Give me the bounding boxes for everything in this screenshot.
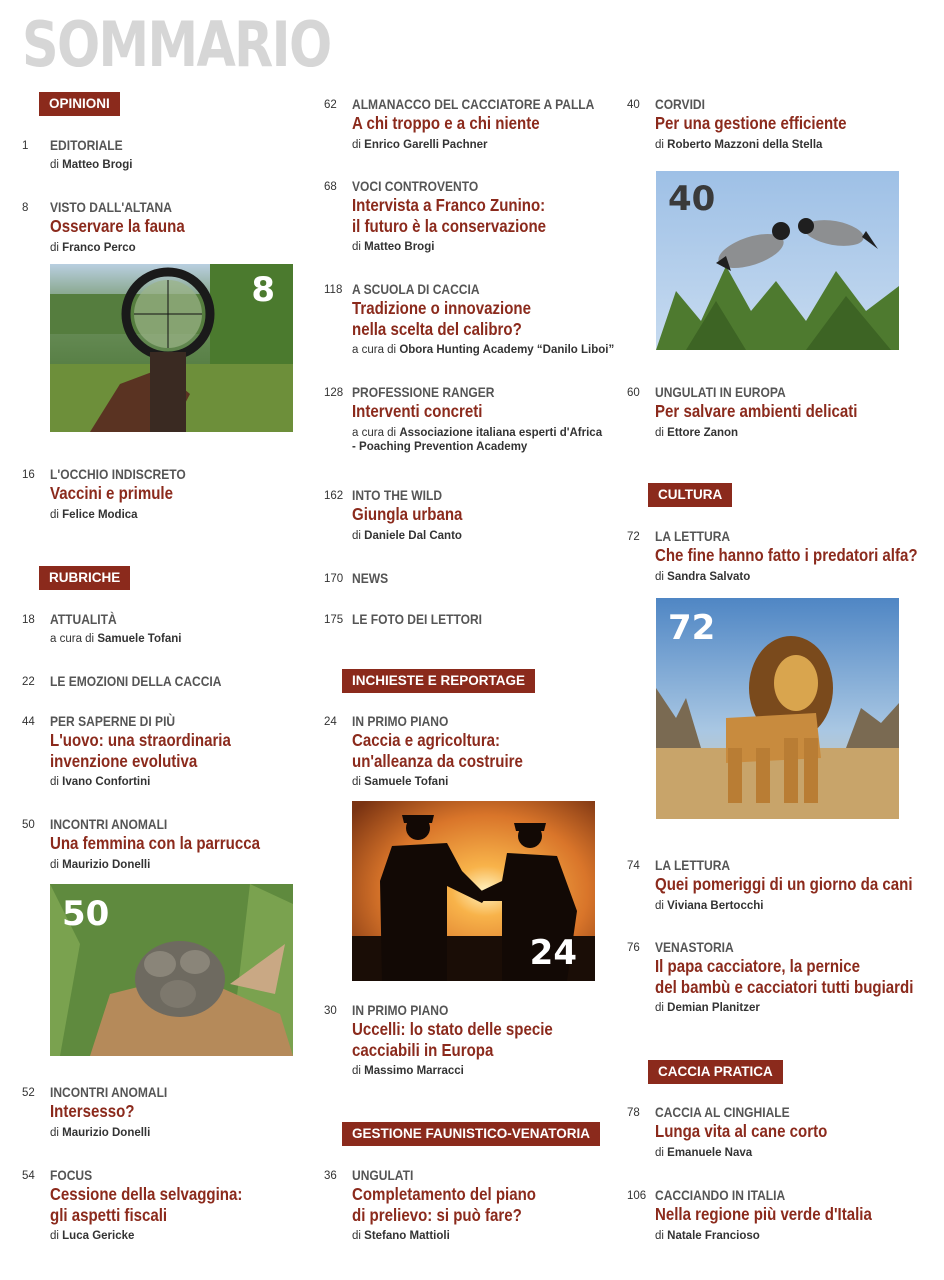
article-16[interactable] — [22, 466, 310, 522]
byline: di Samuele Tofani — [352, 776, 449, 788]
headline: Intervista a Franco Zunino: — [352, 195, 546, 215]
page-number: 30 — [324, 1005, 337, 1017]
headline: gli aspetti fiscali — [50, 1204, 168, 1225]
page-number: 74 — [627, 860, 640, 872]
article-36[interactable] — [324, 1167, 612, 1243]
byline: di Enrico Garelli Pachner — [352, 138, 488, 151]
article-78[interactable] — [627, 1104, 915, 1160]
page-number: 170 — [324, 573, 344, 585]
section-rubriche: RUBRICHE — [39, 566, 130, 590]
page-number: 50 — [22, 819, 35, 831]
article-22[interactable] — [22, 673, 310, 690]
article-52[interactable] — [22, 1084, 310, 1140]
page-number: 22 — [22, 676, 35, 688]
kicker: NEWS — [352, 570, 389, 586]
kicker: VENASTORIA — [655, 939, 734, 955]
byline: di Viviana Bertocchi — [655, 899, 764, 912]
byline: di Maurizio Donelli — [50, 858, 151, 871]
byline: di Stefano Mattioli — [352, 1230, 450, 1242]
byline: di Luca Gericke — [50, 1230, 135, 1242]
page-number: 1 — [22, 140, 29, 152]
page-number: 16 — [22, 469, 35, 481]
image-page-label: 72 — [668, 608, 716, 648]
kicker: CORVIDI — [655, 96, 705, 112]
article-68[interactable] — [324, 178, 612, 254]
page-number: 62 — [324, 99, 337, 111]
article-62[interactable] — [324, 96, 612, 152]
section-gestione: GESTIONE FAUNISTICO-VENATORIA — [342, 1122, 600, 1146]
kicker: PROFESSIONE RANGER — [352, 384, 495, 400]
byline: di Ivano Confortini — [50, 776, 151, 788]
headline: Cessione della selvaggina: — [50, 1184, 243, 1204]
page-number: 60 — [627, 387, 640, 399]
page-number: 78 — [627, 1107, 640, 1119]
kicker: CACCIANDO IN ITALIA — [655, 1187, 786, 1203]
byline: di Ettore Zanon — [655, 426, 739, 439]
byline: di Maurizio Donelli — [50, 1126, 151, 1139]
headline: Per una gestione efficiente — [655, 113, 847, 133]
photo-crows[interactable] — [656, 171, 899, 350]
headline: Giungla urbana — [352, 504, 463, 524]
photo-rifle-scope[interactable] — [50, 264, 293, 432]
headline: Intersesso? — [50, 1101, 135, 1121]
byline: di Natale Francioso — [655, 1229, 760, 1242]
article-50[interactable] — [22, 816, 310, 872]
page-number: 40 — [627, 99, 640, 111]
kicker: A SCUOLA DI CACCIA — [352, 281, 480, 297]
page-number: 18 — [22, 614, 35, 626]
kicker: IN PRIMO PIANO — [352, 1002, 449, 1018]
page-number: 118 — [324, 284, 343, 296]
headline: Nella regione più verde d'Italia — [655, 1204, 872, 1224]
headline: del bambù e cacciatori tutti bugiardi — [655, 976, 914, 997]
page-number: 72 — [627, 531, 640, 543]
article-30[interactable] — [324, 1002, 612, 1078]
article-24[interactable] — [324, 713, 612, 789]
kicker: CACCIA AL CINGHIALE — [655, 1104, 790, 1120]
kicker: FOCUS — [50, 1167, 93, 1183]
article-1[interactable] — [22, 137, 310, 172]
page-number: 128 — [324, 387, 344, 399]
section-inchieste: INCHIESTE E REPORTAGE — [342, 669, 535, 693]
section-opinioni: OPINIONI — [39, 92, 120, 116]
photo-roe-deer[interactable] — [50, 884, 293, 1056]
byline: di Matteo Brogi — [352, 241, 435, 253]
page-number: 76 — [627, 942, 640, 954]
image-page-label: 24 — [529, 933, 577, 973]
byline: di Demian Planitzer — [655, 1002, 760, 1014]
page-number: 44 — [22, 716, 35, 728]
page-number: 68 — [324, 181, 337, 193]
article-170[interactable] — [324, 570, 612, 587]
byline: a cura di Obora Hunting Academy “Danilo Liboi” — [352, 344, 615, 356]
headline: nella scelta del calibro? — [352, 318, 522, 339]
kicker: ATTUALITÀ — [50, 611, 117, 627]
byline: di Emanuele Nava — [655, 1146, 753, 1159]
article-18[interactable] — [22, 611, 310, 646]
article-60[interactable] — [627, 384, 915, 440]
kicker: IN PRIMO PIANO — [352, 713, 449, 729]
article-74[interactable] — [627, 857, 915, 913]
page-number: 162 — [324, 490, 344, 502]
page-number: 8 — [22, 202, 29, 214]
kicker: LE EMOZIONI DELLA CACCIA — [50, 673, 222, 689]
headline: L'uovo: una straordinaria — [50, 730, 231, 750]
kicker: UNGULATI — [352, 1167, 414, 1183]
kicker: UNGULATI IN EUROPA — [655, 384, 786, 400]
image-page-label: 8 — [251, 270, 275, 310]
kicker: VOCI CONTROVENTO — [352, 178, 479, 194]
kicker: L'OCCHIO INDISCRETO — [50, 466, 186, 482]
kicker: LA LETTURA — [655, 857, 731, 873]
headline: Quei pomeriggi di un giorno da cani — [655, 874, 913, 894]
article-118[interactable] — [324, 281, 622, 357]
headline: Interventi concreti — [352, 401, 483, 421]
headline: cacciabili in Europa — [352, 1039, 494, 1060]
article-76[interactable] — [627, 939, 915, 1015]
headline: Tradizione o innovazione — [352, 298, 531, 318]
byline: a cura di Associazione italiana esperti d'Africa — [352, 426, 603, 439]
article-8[interactable] — [22, 199, 310, 255]
kicker: PER SAPERNE DI PIÙ — [50, 713, 176, 729]
headline: di prelievo: si può fare? — [352, 1204, 522, 1225]
headline: Uccelli: lo stato delle specie — [352, 1019, 553, 1039]
headline: Caccia e agricoltura: — [352, 730, 501, 750]
headline: Che fine hanno fatto i predatori alfa? — [655, 545, 918, 565]
byline: di Felice Modica — [50, 508, 138, 521]
article-44[interactable] — [22, 713, 310, 789]
section-caccia-pratica: CACCIA PRATICA — [648, 1060, 783, 1084]
headline: invenzione evolutiva — [50, 750, 198, 771]
page-number: 106 — [627, 1190, 647, 1202]
article-175[interactable] — [324, 611, 612, 628]
article-72[interactable] — [627, 528, 918, 584]
page-number: 36 — [324, 1170, 337, 1182]
byline: di Daniele Dal Canto — [352, 529, 462, 542]
image-page-label: 50 — [62, 894, 110, 934]
page-number: 52 — [22, 1087, 35, 1099]
page-title: SOMMARIO — [22, 8, 331, 81]
image-page-label: 40 — [668, 179, 716, 219]
headline: Osservare la fauna — [50, 216, 185, 236]
headline: Il papa cacciatore, la pernice — [655, 956, 860, 976]
kicker: EDITORIALE — [50, 137, 123, 153]
page-number: 24 — [324, 716, 337, 728]
byline-continued: - Poaching Prevention Academy — [352, 440, 528, 453]
article-162[interactable] — [324, 487, 612, 543]
article-40[interactable] — [627, 96, 915, 152]
headline: Lunga vita al cane corto — [655, 1121, 828, 1141]
byline: di Sandra Salvato — [655, 570, 751, 583]
article-54[interactable] — [22, 1167, 310, 1243]
byline: a cura di Samuele Tofani — [50, 633, 182, 645]
byline: di Massimo Marracci — [352, 1065, 464, 1077]
headline: un'alleanza da costruire — [352, 750, 523, 771]
kicker: ALMANACCO DEL CACCIATORE A PALLA — [352, 96, 595, 112]
page-number: 175 — [324, 614, 344, 626]
headline: Per salvare ambienti delicati — [655, 401, 858, 421]
headline: Vaccini e primule — [50, 483, 173, 503]
kicker: INCONTRI ANOMALI — [50, 1084, 168, 1100]
kicker: INTO THE WILD — [352, 487, 443, 503]
photo-handshake[interactable] — [352, 801, 595, 981]
photo-lion[interactable] — [656, 598, 899, 819]
byline: di Matteo Brogi — [50, 159, 133, 171]
section-cultura: CULTURA — [648, 483, 732, 507]
article-106[interactable] — [627, 1187, 915, 1243]
byline: di Roberto Mazzoni della Stella — [655, 138, 823, 151]
kicker: INCONTRI ANOMALI — [50, 816, 168, 832]
byline: di Franco Perco — [50, 241, 136, 254]
kicker: LA LETTURA — [655, 528, 731, 544]
page-number: 54 — [22, 1170, 35, 1182]
headline: Una femmina con la parrucca — [50, 833, 260, 853]
kicker: VISTO DALL'ALTANA — [50, 199, 172, 215]
kicker: LE FOTO DEI LETTORI — [352, 611, 482, 627]
headline: A chi troppo e a chi niente — [352, 113, 540, 133]
headline: il futuro è la conservazione — [352, 215, 547, 236]
headline: Completamento del piano — [352, 1184, 536, 1204]
article-128[interactable] — [324, 384, 622, 454]
